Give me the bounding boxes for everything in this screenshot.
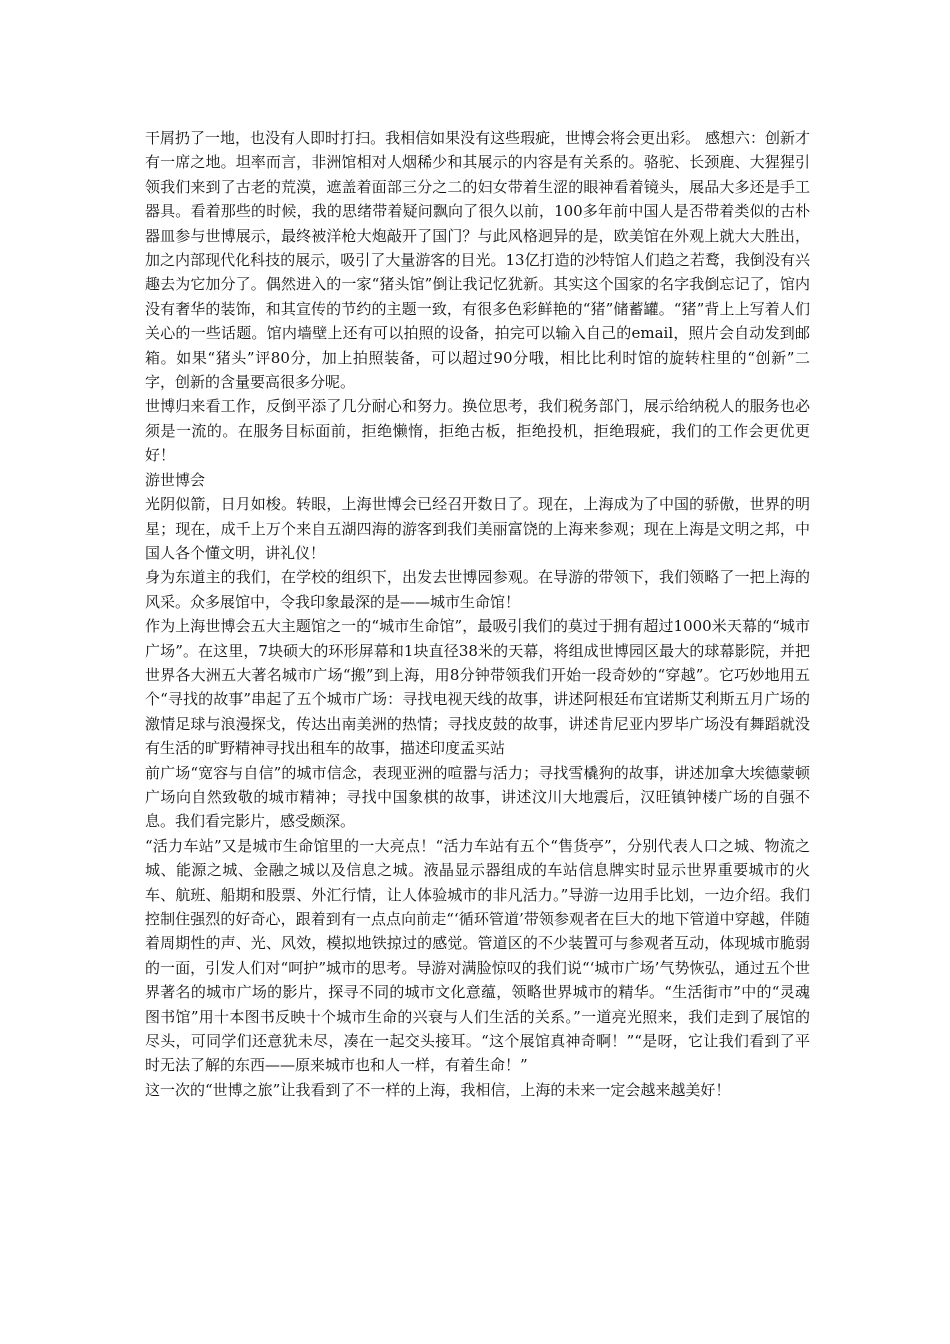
document-body [145, 126, 810, 1102]
paragraph-intro-shanghai: 光阴似箭，日月如梭。转眼，上海世博会已经召开数日了。现在，上海成为了中国的骄傲，世界的明星；现在，成千上万个来自五湖四海的游客到我们美丽富饶的上海来参观；现在上海是文明之邦，中国人各个懂文明，讲礼仪！ [145, 495, 810, 562]
paragraph-city-square-continued: 前广场“宽容与自信”的城市信念，表现亚洲的喧嚣与活力；寻找雪橇狗的故事，讲述加拿大埃德蒙顿广场向自然致敬的城市精神；寻找中国象棋的故事，讲述汶川大地震后，汉旺镇钟楼广场的自强不息。我们看完影片，感受颇深。 [145, 763, 810, 831]
section-heading-visit-expo: 游世博会 [145, 470, 206, 489]
paragraph-expo-reflection-6: 干屑扔了一地，也没有人即时打扫。我相信如果没有这些瑕疵，世博会将会更出彩。 感想六：创新才有一席之地。坦率而言，非洲馆相对人烟稀少和其展示的内容是有关系的。骆驼、长颈鹿、大猩猩引领我们来到了古老的荒漠，遮盖着面部三分之二的妇女带着生涩的眼神看着镜头，展品大多还是手工器具。看着那些的时候，我的思绪带着疑问飘向了很久以前，100多年前中国人是否带着类似的古朴器皿参与世博展示，最终被洋枪大炮敲开了国门？与此风格迥异的是，欧美馆在外观上就大大胜出，加之内部现代化科技的展示，吸引了大量游客的目光。13亿打造的沙特馆人们趋之若鹜，我倒没有兴趣去为它加分了。偶然进入的一家“猪头馆”倒让我记忆犹新。其实这个国家的名字我倒忘记了，馆内没有奢华的装饰，和其宣传的节约的主题一致，有很多色彩鲜艳的“猪”储蓄罐。“猪”背上上写着人们关心的一些话题。馆内墙壁上还有可以拍照的设备，拍完可以输入自己的email，照片会自动发到邮箱。如果“猪头”评80分，加上拍照装备，可以超过90分哦，相比比利时馆的旋转柱里的“创新”二字，创新的含量要高很多分呢。 [145, 129, 810, 392]
paragraph-work-after-expo: 世博归来看工作，反倒平添了几分耐心和努力。换位思考，我们税务部门，展示给纳税人的服务也必须是一流的。在服务目标面前，拒绝懒惰，拒绝古板，拒绝投机，拒绝瑕疵，我们的工作会更优更好！ [145, 397, 810, 465]
paragraph-vitality-station: “活力车站”又是城市生命馆里的一大亮点！“活力车站有五个“售货亭”，分别代表人口之城、物流之城、能源之城、金融之城以及信息之城。液晶显示器组成的车站信息牌实时显示世界重要城市的火车、航班、船期和股票、外汇行情，让人体验城市的非凡活力。”导游一边用手比划，一边介绍。我们控制住强烈的好奇心，跟着到有一点点向前走“‘循环管道’带领参观者在巨大的地下管道中穿越，伴随着周期性的声、光、风效，模拟地铁掠过的感觉。管道区的不少装置可与参观者互动，体现城市脆弱的一面，引发人们对“呵护”城市的思考。导游对满脸惊叹的我们说“‘城市广场’气势恢弘，通过五个世界著名的城市广场的影片，探寻不同的城市文化意蕴，领略世界城市的精华。“生活街市”中的“灵魂图书馆”用十本图书反映十个城市生命的兴衰与人们生活的关系。”一道亮光照来，我们走到了展馆的尽头，可同学们还意犹未尽，凑在一起交头接耳。“这个展馆真神奇啊！”“是呀，它让我们看到了平时无法了解的东西——原来城市也和人一样，有着生命！” [145, 836, 810, 1075]
paragraph-conclusion: 这一次的“世博之旅”让我看到了不一样的上海，我相信，上海的未来一定会越来越美好！ [145, 1080, 731, 1099]
paragraph-school-visit: 身为东道主的我们，在学校的组织下，出发去世博园参观。在导游的带领下，我们领略了一把上海的风采。众多展馆中，令我印象最深的是——城市生命馆！ [145, 568, 810, 611]
paragraph-city-square: 作为上海世博会五大主题馆之一的“城市生命馆”，最吸引我们的莫过于拥有超过1000米天幕的“城市广场”。在这里，7块硕大的环形屏幕和1块直径38米的天幕，将组成世博园区最大的球幕影院，并把世界各大洲五大著名城市广场“搬”到上海，用8分钟带领我们开始一段奇妙的“穿越”。它巧妙地用五个“寻找的故事”串起了五个城市广场：寻找电视天线的故事，讲述阿根廷布宜诺斯艾利斯五月广场的激情足球与浪漫探戈，传达出南美洲的热情；寻找皮鼓的故事，讲述肯尼亚内罗毕广场没有舞蹈就没有生活的旷野精神寻找出租车的故事，描述印度孟买站 [145, 617, 810, 758]
